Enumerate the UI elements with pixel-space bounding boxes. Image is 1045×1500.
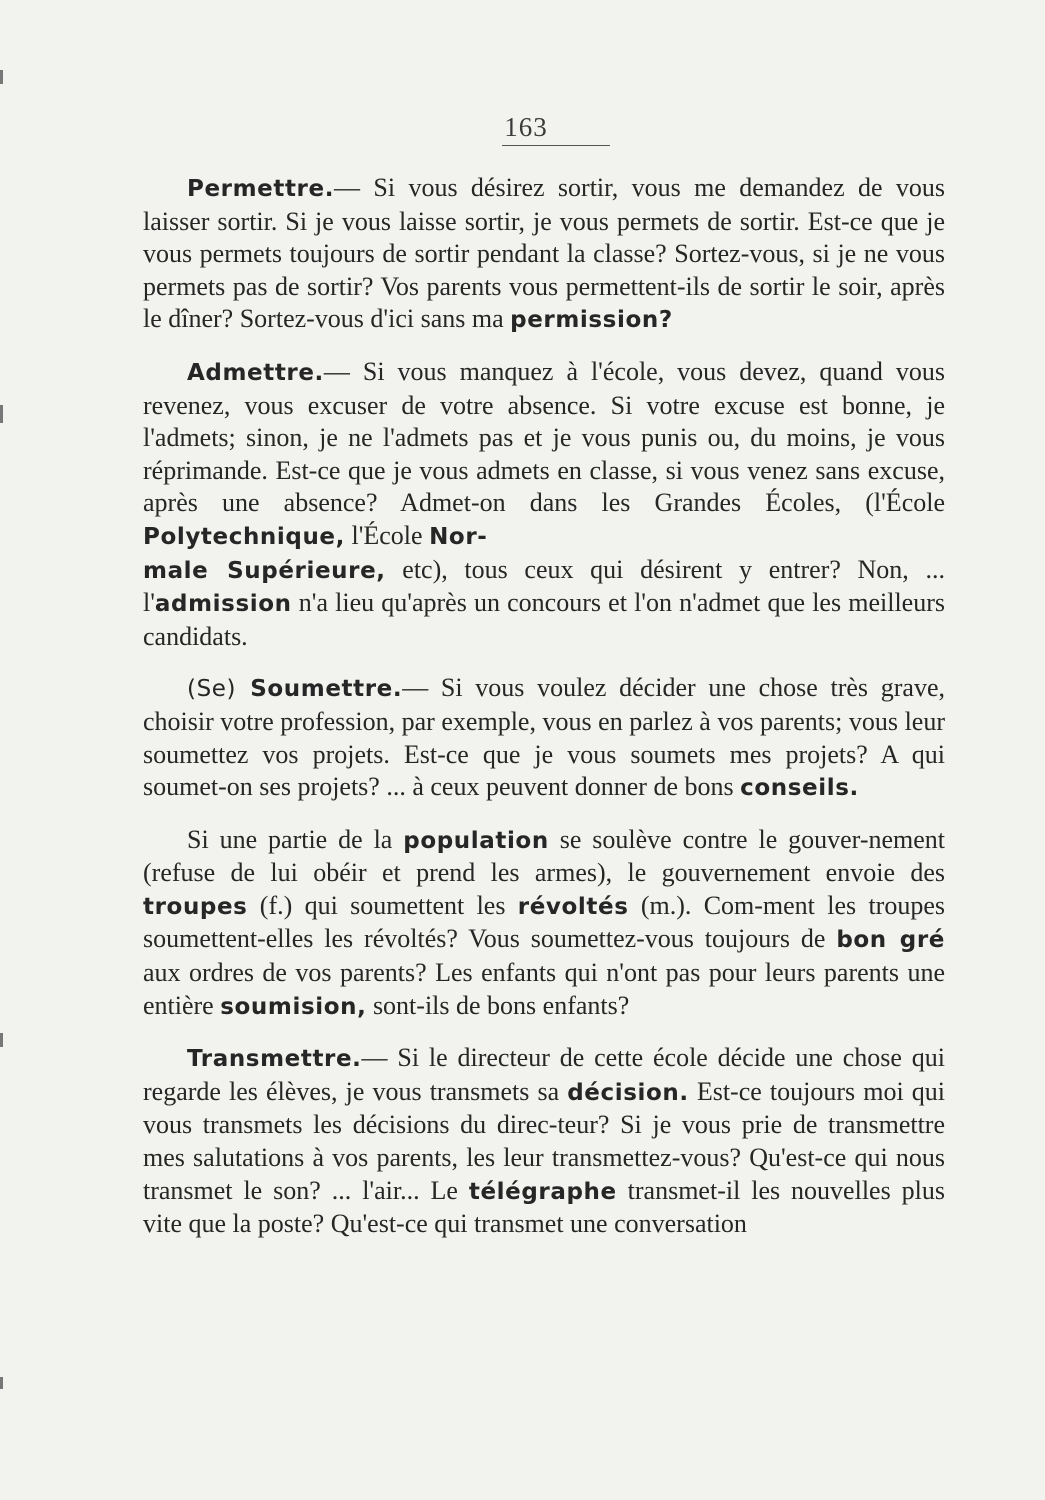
binding-edge-mark <box>0 405 3 423</box>
page-number-rule <box>502 145 610 146</box>
binding-edge-mark <box>0 1377 3 1389</box>
term-bon-gre: bon gré <box>836 927 945 954</box>
paragraph-soumettre <box>143 672 945 804</box>
paragraph-transmettre <box>143 1042 945 1241</box>
paragraph-population <box>143 824 945 1024</box>
term-telegraphe: télégraphe <box>468 1178 617 1205</box>
text-segment: — Si vous manquez à l'école, vous devez, quand vous revenez, vous excuser de votre absence. Si votre excuse est bonne, je l'admets; sinon, je ne l'admets pas et je vous punis ou, du moins, je vous réprimande. Est-ce que je vous admets en classe, si vous venez sans excuse, après une absence? Admet-on dans les Grandes Écoles, (l'École <box>143 356 945 518</box>
term-troupes: troupes <box>143 893 248 920</box>
term-soumettre: Soumettre. <box>250 676 403 703</box>
text-segment: Est-ce toujours moi qui vous transmets les décisions du direc-teur? Si je vous prie de transmettre mes salutations à vos parents, les leur transmettez-vous? Qu'est-ce qui nous transmet le son? ... l'air... Le <box>143 1076 945 1205</box>
text-segment: etc), tous ceux qui désirent y entrer? Non, ... l' <box>143 554 945 618</box>
text-segment: l'École <box>344 520 430 550</box>
text-segment: se soulève contre le gouver-nement (refuse de lui obéir et prend les armes), le gouvernement envoie des <box>143 824 946 888</box>
term-soumision: soumision, <box>220 993 367 1020</box>
term-conseils: conseils. <box>740 775 859 802</box>
text-segment: n'a lieu qu'après un concours et l'on n'admet que les meilleurs candidats. <box>143 588 945 651</box>
term-permission: permission? <box>510 307 673 334</box>
text-segment: aux ordres de vos parents? Les enfants qui n'ont pas pour leurs parents une entière <box>143 958 945 1020</box>
body-text <box>143 172 945 1260</box>
term-normale-hyphen: Nor- <box>429 523 488 550</box>
text-segment: sont-ils de bons enfants? <box>366 990 630 1020</box>
text-segment: (f.) qui soumettent les <box>247 890 518 920</box>
term-admission: admission <box>154 591 292 618</box>
paragraph-admettre <box>143 356 945 653</box>
term-admettre: Admettre. <box>187 359 324 386</box>
binding-edge-mark <box>0 70 3 84</box>
binding-edge-mark <box>0 1033 3 1047</box>
term-normale-superieure: male Supérieure, <box>143 557 386 584</box>
text-segment: (m.). Com-ment les troupes soumettent-elles les révoltés? Vous soumettez-vous toujours de <box>143 890 945 954</box>
term-decision: décision. <box>567 1079 689 1106</box>
term-revoltes: révoltés <box>517 893 629 920</box>
text-segment: transmet-il les nouvelles plus vite que la poste? Qu'est-ce qui transmet une conversation <box>143 1175 945 1239</box>
text-segment: Si une partie de la <box>187 824 404 854</box>
text-segment: — Si vous voulez décider une chose très grave, choisir votre profession, par exemple, vous en parlez à vos parents; vous leur soumettez vos projets. Est-ce que je vous soumets mes projets? A qui soumet-on ses projets? ... à ceux peuvent donner de bons <box>143 673 945 802</box>
term-transmettre: Transmettre. <box>187 1046 362 1073</box>
term-se-prefix: (Se) <box>187 676 251 703</box>
paragraph-permettre <box>143 172 945 337</box>
term-permettre: Permettre. <box>187 176 335 202</box>
text-segment: — Si vous désirez sortir, vous me demandez de vous laisser sortir. Si je vous laisse sortir, je vous permets de sortir. Est-ce que je vous permets toujours de sortir pendant la classe? Sortez-vous, si je ne vous permets pas de sortir? Vos parents vous permettent-ils de sortir le soir, après le dîner? Sortez-vous d'ici sans ma <box>143 173 945 334</box>
term-polytechnique: Polytechnique, <box>143 523 345 550</box>
term-population: population <box>403 827 549 854</box>
page-number: 163 <box>504 112 548 142</box>
text-segment: — Si le directeur de cette école décide une chose qui regarde les élèves, je vous transmets sa <box>143 1043 945 1106</box>
